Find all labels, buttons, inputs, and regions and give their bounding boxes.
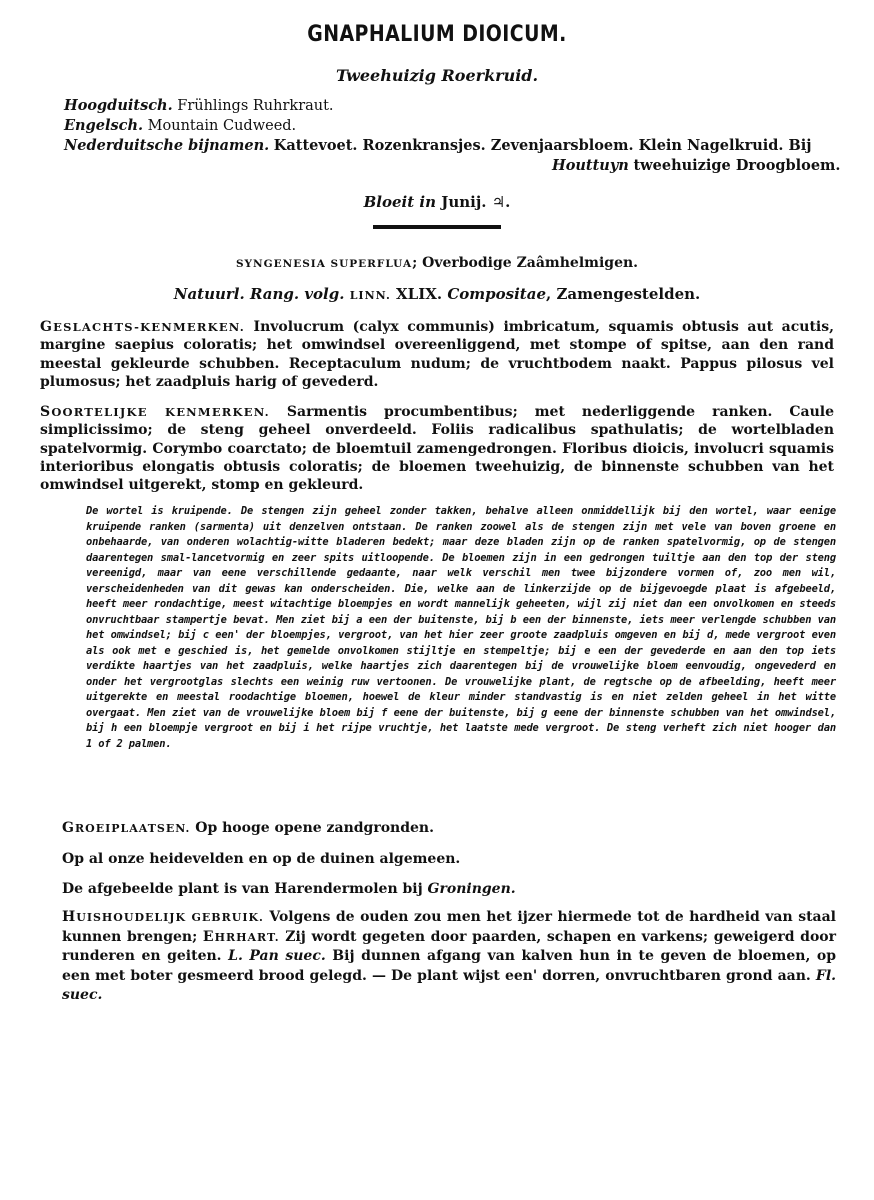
dutch-name: Tweehuizig Roerkruid. [335,66,539,85]
page-title: GNAPHALIUM DIOICUM. [307,22,567,47]
english-name-row [64,116,844,136]
english-label: Engelsch. [64,117,144,134]
genus-heading [40,320,245,334]
order-linn: LINN. [349,289,391,302]
specimen-place: Groningen. [427,881,516,897]
houttuyn-label: Houttuyn [552,157,629,174]
section-divider [373,225,501,229]
genus-characters [40,318,834,391]
distribution-line: Op al onze heidevelden en op de duinen algemeen. [62,851,461,867]
use-text-2: Zij wordt gegeten door paarden, schapen en varkens; geweigerd door runderen en geiten. [62,928,837,964]
species-heading [40,405,270,419]
german-label: Hoogduitsch. [64,97,173,114]
flowering-value: Junij. ♃. [441,193,511,211]
dutch-nicknames-row [64,136,844,156]
habitat-text: Op hooge opene zandgronden. [195,820,434,836]
species-heading-rest: OORTELIJKE KENMERKEN. [51,405,270,419]
use-heading [62,911,264,924]
habitat-line [62,820,434,836]
habitat-heading-rest: ROEIPLAATSEN. [74,822,191,835]
genus-text: Involucrum (calyx communis) imbricatum, squamis obtusis aut acutis, margine saepius coloratis; het omwindsel overeenliggend, met stompe of spitse, aan den rand meestal gekleurde schubben. Receptaculum nudum; de vruchtbodem naakt. Pappus pilosus vel plumosus; het zaadpluis harig of gevederd. [40,319,834,390]
fl-suec-ref: Fl. suec. [62,967,837,1003]
dutch-nicknames-value: Kattevoet. Rozenkransjes. Zevenjaarsbloem. Klein Nagelkruid. Bij [273,137,812,154]
species-text: Sarmentis procumbentibus; met nederliggende ranken. Caule simplicissimo; de steng geheel onverdeeld. Foliis radicalibus spathulatis; de wortelbladen spatelvormig. Corymbo coarctato; de bloemtuil zamengedrongen. Floribus dioicis, involucri squamis interioribus elongatis obtusis coloratis; de bloemen tweehuizig, de binnenste schubben van het omwindsel uitgerekt, stomp en gekleurd. [40,404,834,494]
german-name-row [64,96,844,116]
use-heading-cap: H [62,909,77,925]
habitat-heading-cap: G [62,820,75,836]
dutch-nicknames-label: Nederduitsche bijnamen. [64,137,270,154]
order-number: XLIX. [396,285,443,303]
specimen-line [62,881,516,897]
household-use [62,908,836,1006]
specimen-text: De afgebeelde plant is van Harendermolen bij [62,881,423,897]
genus-heading-cap: G [40,319,54,335]
flowering-line [0,193,874,211]
german-value: Frühlings Ruhrkraut. [177,98,334,114]
description-text: De wortel is kruipende. De stengen zijn geheel zonder takken, behalve alleen onmiddellijk bij den wortel, waar eenige kruipende ranken (sarmenta) uit denzelven ontstaan. De ranken zoowel als de stengen zijn met vele van boven groene en onbehaarde, van onderen wolachtig-witte bladeren bedekt; maar deze bladen zijn op de ranken spatelvormig, op de stengen daarentegen smal-lancetvormig en zeer spits uitloopende. De bloemen zijn in een gedrongen tuiltje aan den top der steng vereenigd, maar van eene verschillende gedaante, naar welk verschil men twee bijzondere vormen of, zoo men wil, verscheidenheden van dit gewas kan onderscheiden. Die, welke aan de linkerzijde op de bijgevoegde plaat is afgebeeld, heeft meer rondachtige, meest witachtige bloempjes en wordt mannelijk geheeten, wijl zij niet dan een onvolkomen en steeds onvruchtbaar stampertje bevat. Men ziet bij a een der buitenste, bij b een der binnenste, iets meer verlengde schubben van het omwindsel; bij c een' der bloempjes, vergroot, van het hier zeer groote zaadpluis omgeven en bij d, mede vergroot even als ook met e geschied is, het gemelde onvolkomen stijltje en stempeltje; bij e een der gevederde en aan den top iets verdikte haartjes van het zaadpluis, welke haartjes zich daarentegen bij de vrouwelijke bloem eenvoudig, ongevederd en onder het vergrootglas slechts een weinig ruw vertoonen. De vrouwelijke plant, de regtsche op de afbeelding, heeft meer uitgerekte en meestal roodachtige bloemen, hoewel de kleur minder standvastig is en niet zelden geheel in het witte overgaat. Men ziet van de vrouwelijke bloem bij f eene der buitenste, bij g eene der binnenste schubben van het omwindsel, bij h een bloempje vergroot en bij i het rijpe vruchtje, het laatste mede vergroot. De steng verheft zich niet hooger dan 1 of 2 palmen. [86,505,836,750]
species-characters [40,403,834,494]
species-heading-cap: S [40,404,52,420]
use-heading-rest: UISHOUDELIJK GEBRUIK. [76,911,264,924]
habitat-heading [62,822,190,835]
use-text-1: Volgens de ouden zou men het ijzer hiermede tot de hardheid van staal kunnen brengen; [62,909,836,945]
class-dutch: ; Overbodige Zaâmhelmigen. [412,255,639,271]
linnaean-class [0,255,874,271]
pan-suec-ref: L. Pan suec. [228,948,326,964]
ehrhart-rest: HRHART. [214,930,280,944]
ehrhart-cap: E [202,928,215,945]
order-label: Natuurl. Rang. volg. [173,285,345,303]
class-latin: SYNGENESIA SUPERFLUA [235,258,413,270]
ehrhart-ref [202,928,280,945]
vernacular-names [64,96,844,176]
english-value: Mountain Cudweed. [147,118,297,134]
genus-heading-rest: ESLACHTS-KENMERKEN. [53,320,245,334]
natural-order [0,285,874,303]
houttuyn-value: tweehuizige Droogbloem. [633,157,841,174]
use-text-3: Bij dunnen afgang van kalven hun in te geven de bloemen, op een met boter gesmeerd brood gelegd. — De plant wijst een' dorren, onvruchtbaren grond aan. [62,948,837,984]
houttuyn-row [64,156,844,176]
order-dutch: , Zamengestelden. [546,285,701,303]
order-latin: Compositae [447,285,546,303]
flowering-label: Bloeit in [363,193,436,211]
